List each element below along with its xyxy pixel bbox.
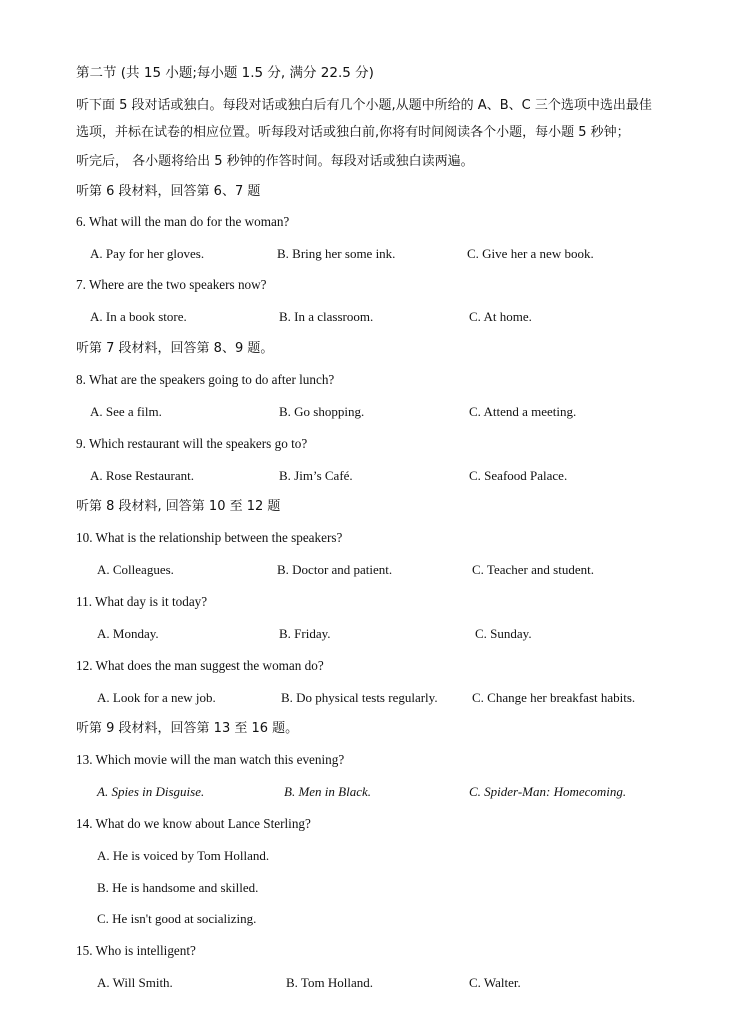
question-15-stem: 15. Who is intelligent?: [76, 943, 196, 958]
question-12-option-b[interactable]: B. Do physical tests regularly.: [281, 690, 438, 705]
question-12-option-c[interactable]: C. Change her breakfast habits.: [472, 690, 636, 705]
question-6-option-c[interactable]: C. Give her a new book.: [467, 246, 594, 261]
question-7-option-c[interactable]: C. At home.: [469, 309, 532, 324]
question-7-option-a[interactable]: A. In a book store.: [90, 309, 187, 324]
question-6-option-b[interactable]: B. Bring her some ink.: [277, 246, 396, 261]
group-heading-7: 听第 7 段材料，回答第 8、9 题。: [76, 341, 274, 356]
question-15-option-b[interactable]: B. Tom Holland.: [286, 975, 373, 990]
question-8-option-a[interactable]: A. See a film.: [90, 404, 162, 419]
question-9-option-c[interactable]: C. Seafood Palace.: [469, 468, 568, 483]
instructions-line-1: 听下面 5 段对话或独白。每段对话或独白后有几个小题,从题中所给的 A、B、C 三个选项中选出最佳: [76, 98, 652, 113]
question-10-option-b[interactable]: B. Doctor and patient.: [277, 562, 393, 577]
question-11-option-b[interactable]: B. Friday.: [279, 626, 331, 641]
question-13-option-a[interactable]: A. Spies in Disguise.: [97, 784, 205, 799]
question-12-stem: 12. What does the man suggest the woman do?: [76, 658, 324, 673]
question-9-stem: 9. Which restaurant will the speakers go to?: [76, 436, 308, 451]
question-15-option-a[interactable]: A. Will Smith.: [97, 975, 173, 990]
question-7-stem: 7. Where are the two speakers now?: [76, 277, 267, 292]
question-13-option-b[interactable]: B. Men in Black.: [284, 784, 371, 799]
question-14-option-b[interactable]: B. He is handsome and skilled.: [97, 880, 259, 895]
group-heading-8: 听第 8 段材料, 回答第 10 至 12 题: [76, 499, 281, 514]
question-8-stem: 8. What are the speakers going to do after lunch?: [76, 372, 335, 387]
question-10-option-a[interactable]: A. Colleagues.: [97, 562, 174, 577]
question-10-option-c[interactable]: C. Teacher and student.: [472, 562, 594, 577]
question-10-stem: 10. What is the relationship between the speakers?: [76, 530, 343, 545]
question-13-option-c[interactable]: C. Spider-Man: Homecoming.: [469, 784, 627, 799]
instructions-line-2: 选项，并标在试卷的相应位置。听每段对话或独白前,你将有时间阅读各个小题，每小题 5 秒钟；: [76, 125, 630, 140]
question-9-option-b[interactable]: B. Jim’s Café.: [279, 468, 353, 483]
question-11-option-c[interactable]: C. Sunday.: [475, 626, 532, 641]
question-8-option-b[interactable]: B. Go shopping.: [279, 404, 365, 419]
instructions-line-3: 听完后， 各小题将给出 5 秒钟的作答时间。每段对话或独白读两遍。: [76, 154, 474, 169]
group-heading-9: 听第 9 段材料，回答第 13 至 16 题。: [76, 721, 299, 736]
section-title: 第二节 (共 15 小题;每小题 1.5 分, 满分 22.5 分): [76, 65, 374, 81]
question-11-stem: 11. What day is it today?: [76, 594, 208, 609]
question-13-stem: 13. Which movie will the man watch this evening?: [76, 752, 345, 767]
question-14-option-a[interactable]: A. He is voiced by Tom Holland.: [97, 848, 270, 863]
question-9-option-a[interactable]: A. Rose Restaurant.: [90, 468, 194, 483]
question-15-option-c[interactable]: C. Walter.: [469, 975, 521, 990]
question-8-option-c[interactable]: C. Attend a meeting.: [469, 404, 577, 419]
question-11-option-a[interactable]: A. Monday.: [97, 626, 159, 641]
question-14-stem: 14. What do we know about Lance Sterling?: [76, 816, 311, 831]
question-6-stem: 6. What will the man do for the woman?: [76, 214, 290, 229]
group-heading-6: 听第 6 段材料，回答第 6、7 题: [76, 184, 261, 199]
question-14-option-c[interactable]: C. He isn't good at socializing.: [97, 911, 257, 926]
question-6-option-a[interactable]: A. Pay for her gloves.: [90, 246, 205, 261]
question-7-option-b[interactable]: B. In a classroom.: [279, 309, 374, 324]
question-12-option-a[interactable]: A. Look for a new job.: [97, 690, 216, 705]
